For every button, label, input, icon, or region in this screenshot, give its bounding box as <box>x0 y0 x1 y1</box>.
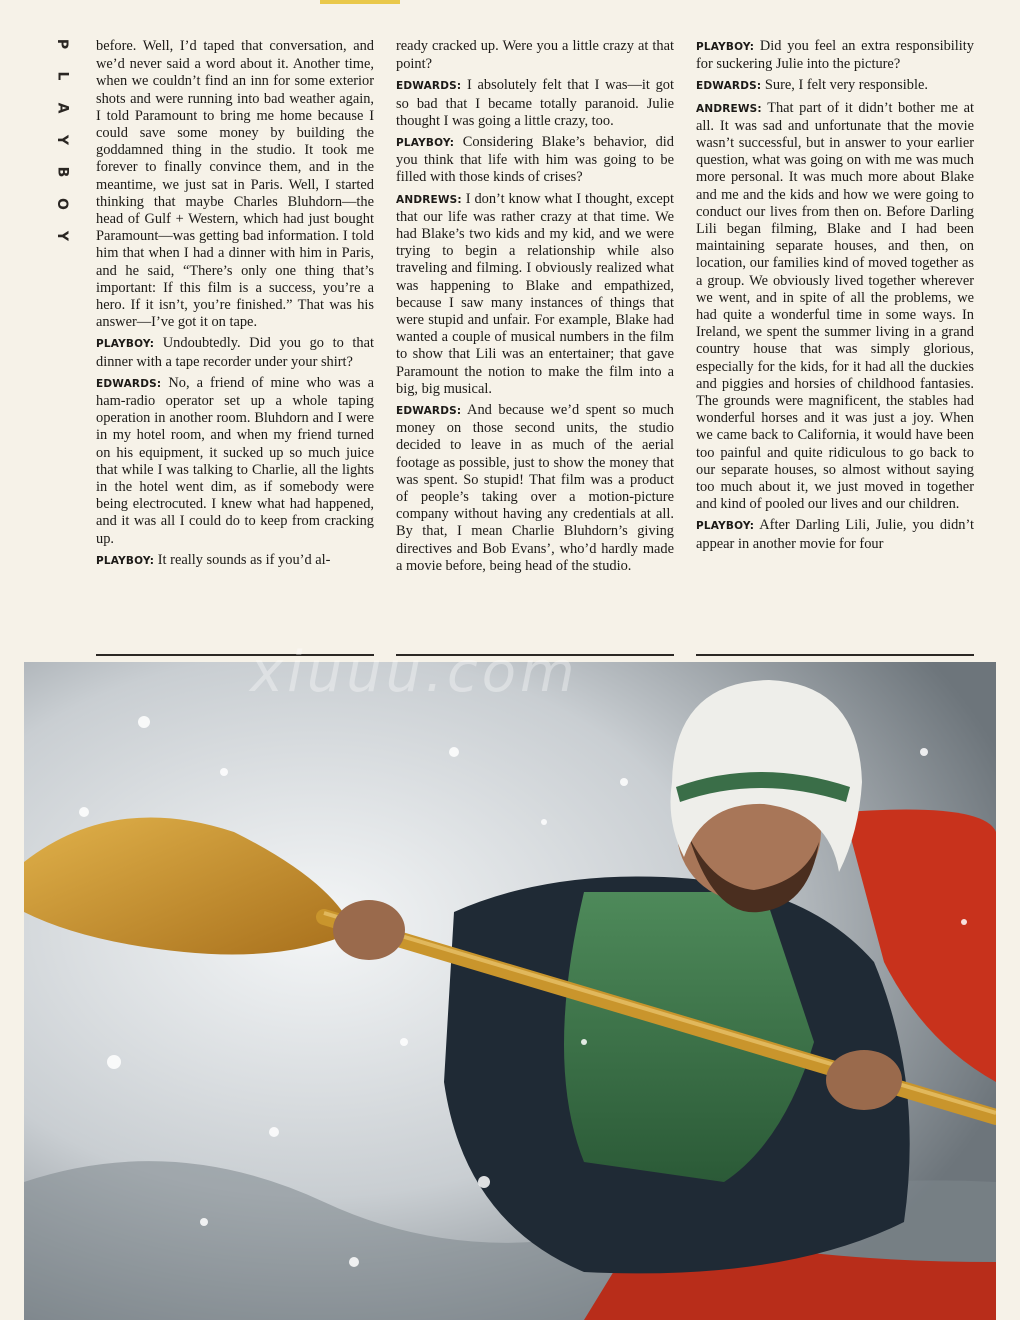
speaker-label: EDWARDS: <box>96 377 162 390</box>
paragraph <box>96 552 374 570</box>
speaker-label: ANDREWS: <box>396 193 462 206</box>
paragraph-text: No, a friend of mine who was a ham-radio operator set up a whole taping operation in another room. Bluhdorn and I were in my hotel room, and when my friend turned on his equipment, it sucked up so much juice that while I was talking to Charlie, all the lights in the hotel went dim, as if somebody were being electrocuted. I knew what had happened, and it was all I could do to keep from cracking up. <box>96 374 374 547</box>
paragraph-text: before. Well, I’d taped that conversation, and we’d never said a word about it. Another time, when we couldn’t find an inn for some exterior shots and were running into bad weather again, I told Paramount to bring me home because I could save some money by building the goddamned thing in the studio. It took me forever to finally convince them, and in the meantime, we just sat in Paris. Well, I started thinking that maybe Charles Bluhdorn—the head of Gulf + Western, which had just bought Paramount—was getting bad information. I told him that when I had a dinner with him in Paris, and he said, “There’s only one thing that’s important: If this film is a success, you’re a hero. If it isn’t, you’re finished.” That was his answer—I’ve got it on tape. <box>96 38 374 331</box>
speaker-label: EDWARDS: <box>396 80 462 93</box>
paragraph-text: Did you feel an extra responsibility for suckering Julie into the picture? <box>696 38 974 73</box>
paragraph <box>96 375 374 548</box>
paragraph <box>396 134 674 187</box>
paragraph-text: I don’t know what I thought, except that our life was rather crazy at that time. We had Blake’s two kids and my kid, and we were trying to begin a relationship while also traveling and filming. I obviously realized what was happening to Blake and empathized, because I saw many instances of things that were stupid and unfair. For example, Blake had wanted a couple of musical numbers in the film to show that Lili was an entertainer; that gave Paramount the notion to make the film into a big, big musical. <box>396 190 674 397</box>
paragraph <box>696 100 974 514</box>
running-head-letter: A <box>54 102 70 114</box>
paragraph-text: That part of it didn’t bother me at all. It was sad and unfortunate that the movie wasn’t successful, but in answer to your earlier question, what was going on with me was much more personal. It was much more about Blake and me and the kids and how we were going to conduct our lives from then on. Before Darling Lili began filming, Blake and I had been maintaining separate houses, and then, on location, our families kind of moved together as a group. We obviously lived together wherever we went, and in spite of all the problems, we had quite a wonderful time in some ways. In Ireland, we spent the summer living in a grand country house that was simply glorious, especially for the kids, for it had all the duckies and piggies and horsies of childhood fantasies. The grounds were magnificent, the stables had wonderful horses and it was just a joy. When we came back to California, it would have been too painful and quite ridiculous to go back to our separate houses, so almost without saying too much about it, we just moved in together and kind of pooled our lives and our children. <box>696 99 974 513</box>
text-column-3 <box>696 38 974 557</box>
paragraph-text: Undoubtedly. Did you go to that dinner with a tape recorder under your shirt? <box>96 335 374 370</box>
paragraph-text: I absolutely felt that I was—it got so bad that I became totally paranoid. Julie thought I was going a little crazy, too. <box>396 77 674 129</box>
running-head-letter: Y <box>53 230 70 242</box>
text-column-2 <box>396 38 674 579</box>
paragraph <box>96 335 374 370</box>
paragraph-text: And because we’d spent so much money on those second units, the studio decided to leave in as much of the aerial footage as possible, just to show the money that was spent. So stupid! That film was a product of people’s taking over a motion-picture company without having any credentials at all. By that, I mean Charlie Bluhdorn’s giving directives and Bob Evans’, who’d hardly made a movie before, being head of the studio. <box>396 402 674 574</box>
speaker-label: PLAYBOY: <box>696 520 755 533</box>
paragraph <box>396 402 674 575</box>
speaker-label: ANDREWS: <box>696 102 762 115</box>
paragraph <box>396 38 674 73</box>
paragraph <box>696 38 974 73</box>
column-rule <box>696 654 974 656</box>
right-hand <box>826 1050 902 1110</box>
paragraph <box>696 77 974 95</box>
running-head <box>52 36 72 244</box>
speaker-label: PLAYBOY: <box>396 137 455 150</box>
running-head-letter: B <box>53 166 70 178</box>
left-hand <box>333 900 405 960</box>
paragraph-text: ready cracked up. Were you a little crazy at that point? <box>396 38 674 73</box>
running-head-letter: P <box>53 38 70 50</box>
watermark: xiuuu.com <box>250 640 579 705</box>
paragraph <box>696 517 974 552</box>
speaker-label: EDWARDS: <box>696 80 762 93</box>
speaker-label: EDWARDS: <box>396 405 462 418</box>
paragraph <box>96 38 374 331</box>
speaker-label: PLAYBOY: <box>96 554 155 567</box>
paragraph-text: Considering Blake’s behavior, did you think that life with him was going to be filled with those kinds of crises? <box>396 134 674 186</box>
running-head-letter: L <box>53 71 70 81</box>
paragraph <box>396 191 674 398</box>
kayaker-photo <box>24 662 996 1320</box>
paragraph-text: Sure, I felt very responsible. <box>764 77 928 94</box>
paragraph-text: After Darling Lili, Julie, you didn’t appear in another movie for four <box>696 517 974 552</box>
paragraph <box>396 77 674 130</box>
top-color-bar <box>320 0 400 4</box>
speaker-label: PLAYBOY: <box>696 41 755 53</box>
running-head-letter: Y <box>53 134 70 146</box>
speaker-label: PLAYBOY: <box>96 338 155 351</box>
running-head-letter: O <box>54 198 70 210</box>
text-column-1 <box>96 38 374 574</box>
paragraph-text: It really sounds as if you’d al- <box>157 551 331 568</box>
kayaker-illustration <box>24 662 996 1320</box>
